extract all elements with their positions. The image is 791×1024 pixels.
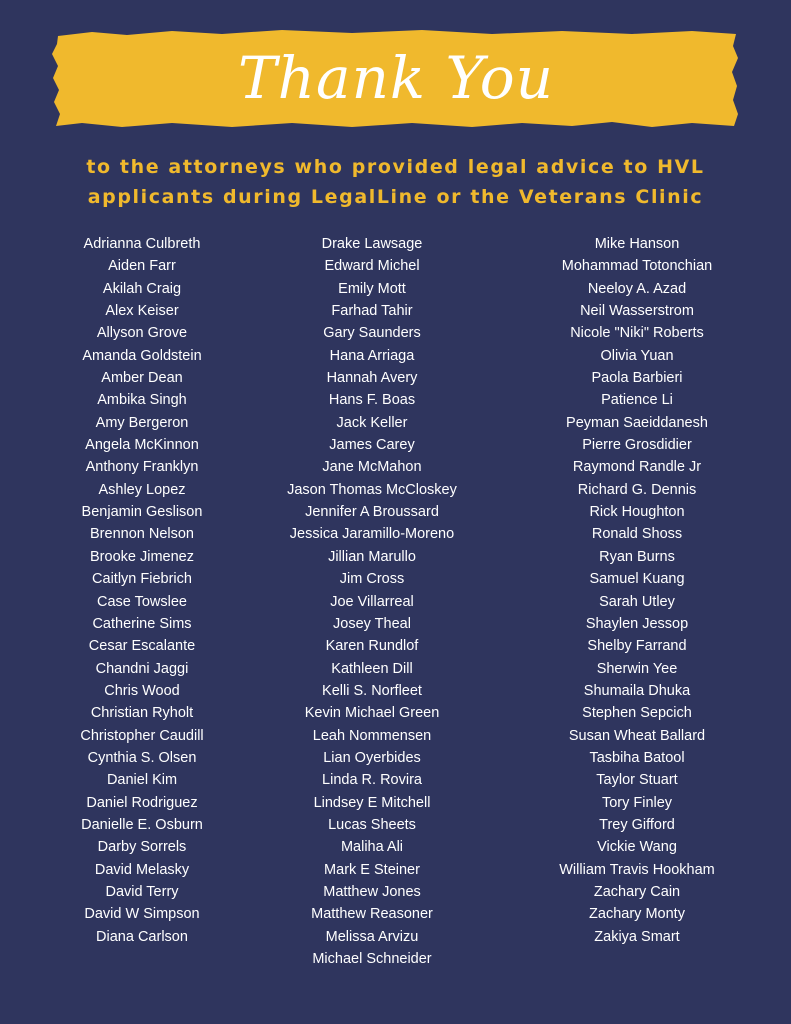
name-column-3 [517,233,757,948]
attorney-name: Neeloy A. Azad [587,280,687,297]
attorney-name: Jason Thomas McCloskey [287,481,457,498]
attorney-name: Rick Houghton [589,504,685,521]
attorney-name: Christian Ryholt [90,705,194,722]
attorney-name: Darby Sorrels [97,839,187,856]
attorney-name: Mohammad Totonchian [561,258,713,275]
attorney-name: Tory Finley [601,794,673,811]
attorney-name: Lindsey E Mitchell [313,794,431,811]
attorney-name: Paola Barbieri [591,370,683,387]
attorney-name: Patience Li [601,392,673,409]
attorney-name: Benjamin Geslison [81,504,203,521]
attorney-name: Amanda Goldstein [82,347,202,364]
subtitle-line-2: applicants during LegalLine or the Veterans Clinic [87,186,704,208]
attorney-name: Jack Keller [336,414,408,431]
attorney-name: Pierre Grosdidier [582,437,692,454]
attorney-name: Brennon Nelson [90,526,194,543]
attorney-name: Amber Dean [101,370,183,387]
attorney-name: Drake Lawsage [321,236,423,252]
attorney-name: Hannah Avery [326,370,418,387]
attorney-name: Aiden Farr [108,258,176,275]
attorney-name: Hana Arriaga [329,347,415,364]
attorney-name: Jillian Marullo [328,548,416,565]
attorney-name: Kevin Michael Green [304,705,440,722]
attorney-name: Richard G. Dennis [577,481,697,498]
attorney-name: Chris Wood [104,682,180,699]
attorney-name-list [0,233,791,993]
attorney-name: Chandni Jaggi [95,660,189,677]
attorney-name: Matthew Reasoner [311,906,433,923]
attorney-name: Diana Carlson [96,928,188,945]
attorney-name: Adrianna Culbreth [83,236,201,252]
attorney-name: Ambika Singh [97,392,187,409]
attorney-name: Brooke Jimenez [90,548,194,565]
attorney-name: Tasbiha Batool [589,749,685,766]
banner-title: Thank You [237,44,555,112]
attorney-name: Akilah Craig [102,280,182,297]
attorney-name: Catherine Sims [92,615,192,632]
attorney-name: Samuel Kuang [589,571,685,588]
attorney-name: James Carey [329,437,415,454]
attorney-name: Cynthia S. Olsen [87,749,197,766]
attorney-name: David Melasky [94,861,190,878]
attorney-name: Maliha Ali [340,839,404,856]
attorney-name: Angela McKinnon [85,437,199,454]
attorney-name: Ashley Lopez [98,481,186,498]
attorney-name: Danielle E. Osburn [81,816,203,833]
attorney-name: Kelli S. Norfleet [322,682,422,699]
attorney-name: Mark E Steiner [324,861,420,878]
attorney-name: David W Simpson [84,906,200,923]
attorney-name: Shelby Farrand [587,638,687,655]
attorney-name: Trey Gifford [599,816,675,833]
attorney-name: Raymond Randle Jr [572,459,702,476]
attorney-name: Ronald Shoss [591,526,683,543]
attorney-name: Josey Theal [333,615,411,632]
subtitle [30,152,761,212]
attorney-name: Olivia Yuan [600,347,674,364]
attorney-name: Amy Bergeron [95,414,189,431]
name-column-1 [22,233,262,948]
attorney-name: Anthony Franklyn [85,459,199,476]
attorney-name: Sarah Utley [599,593,675,610]
attorney-name: Zachary Monty [589,906,685,923]
attorney-name: Peyman Saeiddanesh [566,414,708,431]
attorney-name: Farhad Tahir [331,303,413,320]
attorney-name: Ryan Burns [599,548,675,565]
attorney-name: Emily Mott [338,280,406,297]
attorney-name: Hans F. Boas [328,392,416,409]
attorney-name: Daniel Rodriguez [86,794,198,811]
attorney-name: Caitlyn Fiebrich [92,571,192,588]
attorney-name: David Terry [105,883,179,900]
attorney-name: Lucas Sheets [328,816,416,833]
attorney-name: Zakiya Smart [594,928,680,945]
subtitle-line-1: to the attorneys who provided legal advice to HVL [86,156,705,178]
attorney-name: Matthew Jones [323,883,421,900]
attorney-name: Gary Saunders [323,325,421,342]
attorney-name: Kathleen Dill [331,660,413,677]
attorney-name: Nicole "Niki" Roberts [570,325,704,342]
attorney-name: Neil Wasserstrom [580,303,694,320]
attorney-name: Alex Keiser [105,303,179,320]
attorney-name: Christopher Caudill [80,727,204,744]
attorney-name: Susan Wheat Ballard [568,727,706,744]
attorney-name: Cesar Escalante [88,638,196,655]
attorney-name: Lian Oyerbides [323,749,421,766]
attorney-name: William Travis Hookham [559,861,715,878]
attorney-name: Shaylen Jessop [585,615,689,632]
attorney-name: Jim Cross [339,571,405,588]
thank-you-banner [52,28,740,130]
attorney-name: Shumaila Dhuka [583,682,691,699]
attorney-name: Joe Villarreal [330,593,414,610]
attorney-name: Linda R. Rovira [322,772,422,789]
attorney-name: Sherwin Yee [596,660,678,677]
attorney-name: Case Towslee [96,593,187,610]
attorney-name: Daniel Kim [106,772,178,789]
attorney-name: Leah Nommensen [312,727,432,744]
attorney-name: Stephen Sepcich [582,705,692,722]
attorney-name: Allyson Grove [96,325,188,342]
attorney-name: Jennifer A Broussard [305,504,439,521]
attorney-name: Mike Hanson [594,236,680,252]
attorney-name: Edward Michel [324,258,420,275]
attorney-name: Karen Rundlof [325,638,419,655]
attorney-name: Vickie Wang [597,839,677,856]
attorney-name: Melissa Arvizu [325,928,419,945]
attorney-name: Jane McMahon [322,459,422,476]
attorney-name: Zachary Cain [593,883,681,900]
attorney-name: Taylor Stuart [596,772,678,789]
name-column-2 [252,233,492,970]
attorney-name: Jessica Jaramillo-Moreno [289,526,455,543]
attorney-name: Michael Schneider [312,951,432,967]
